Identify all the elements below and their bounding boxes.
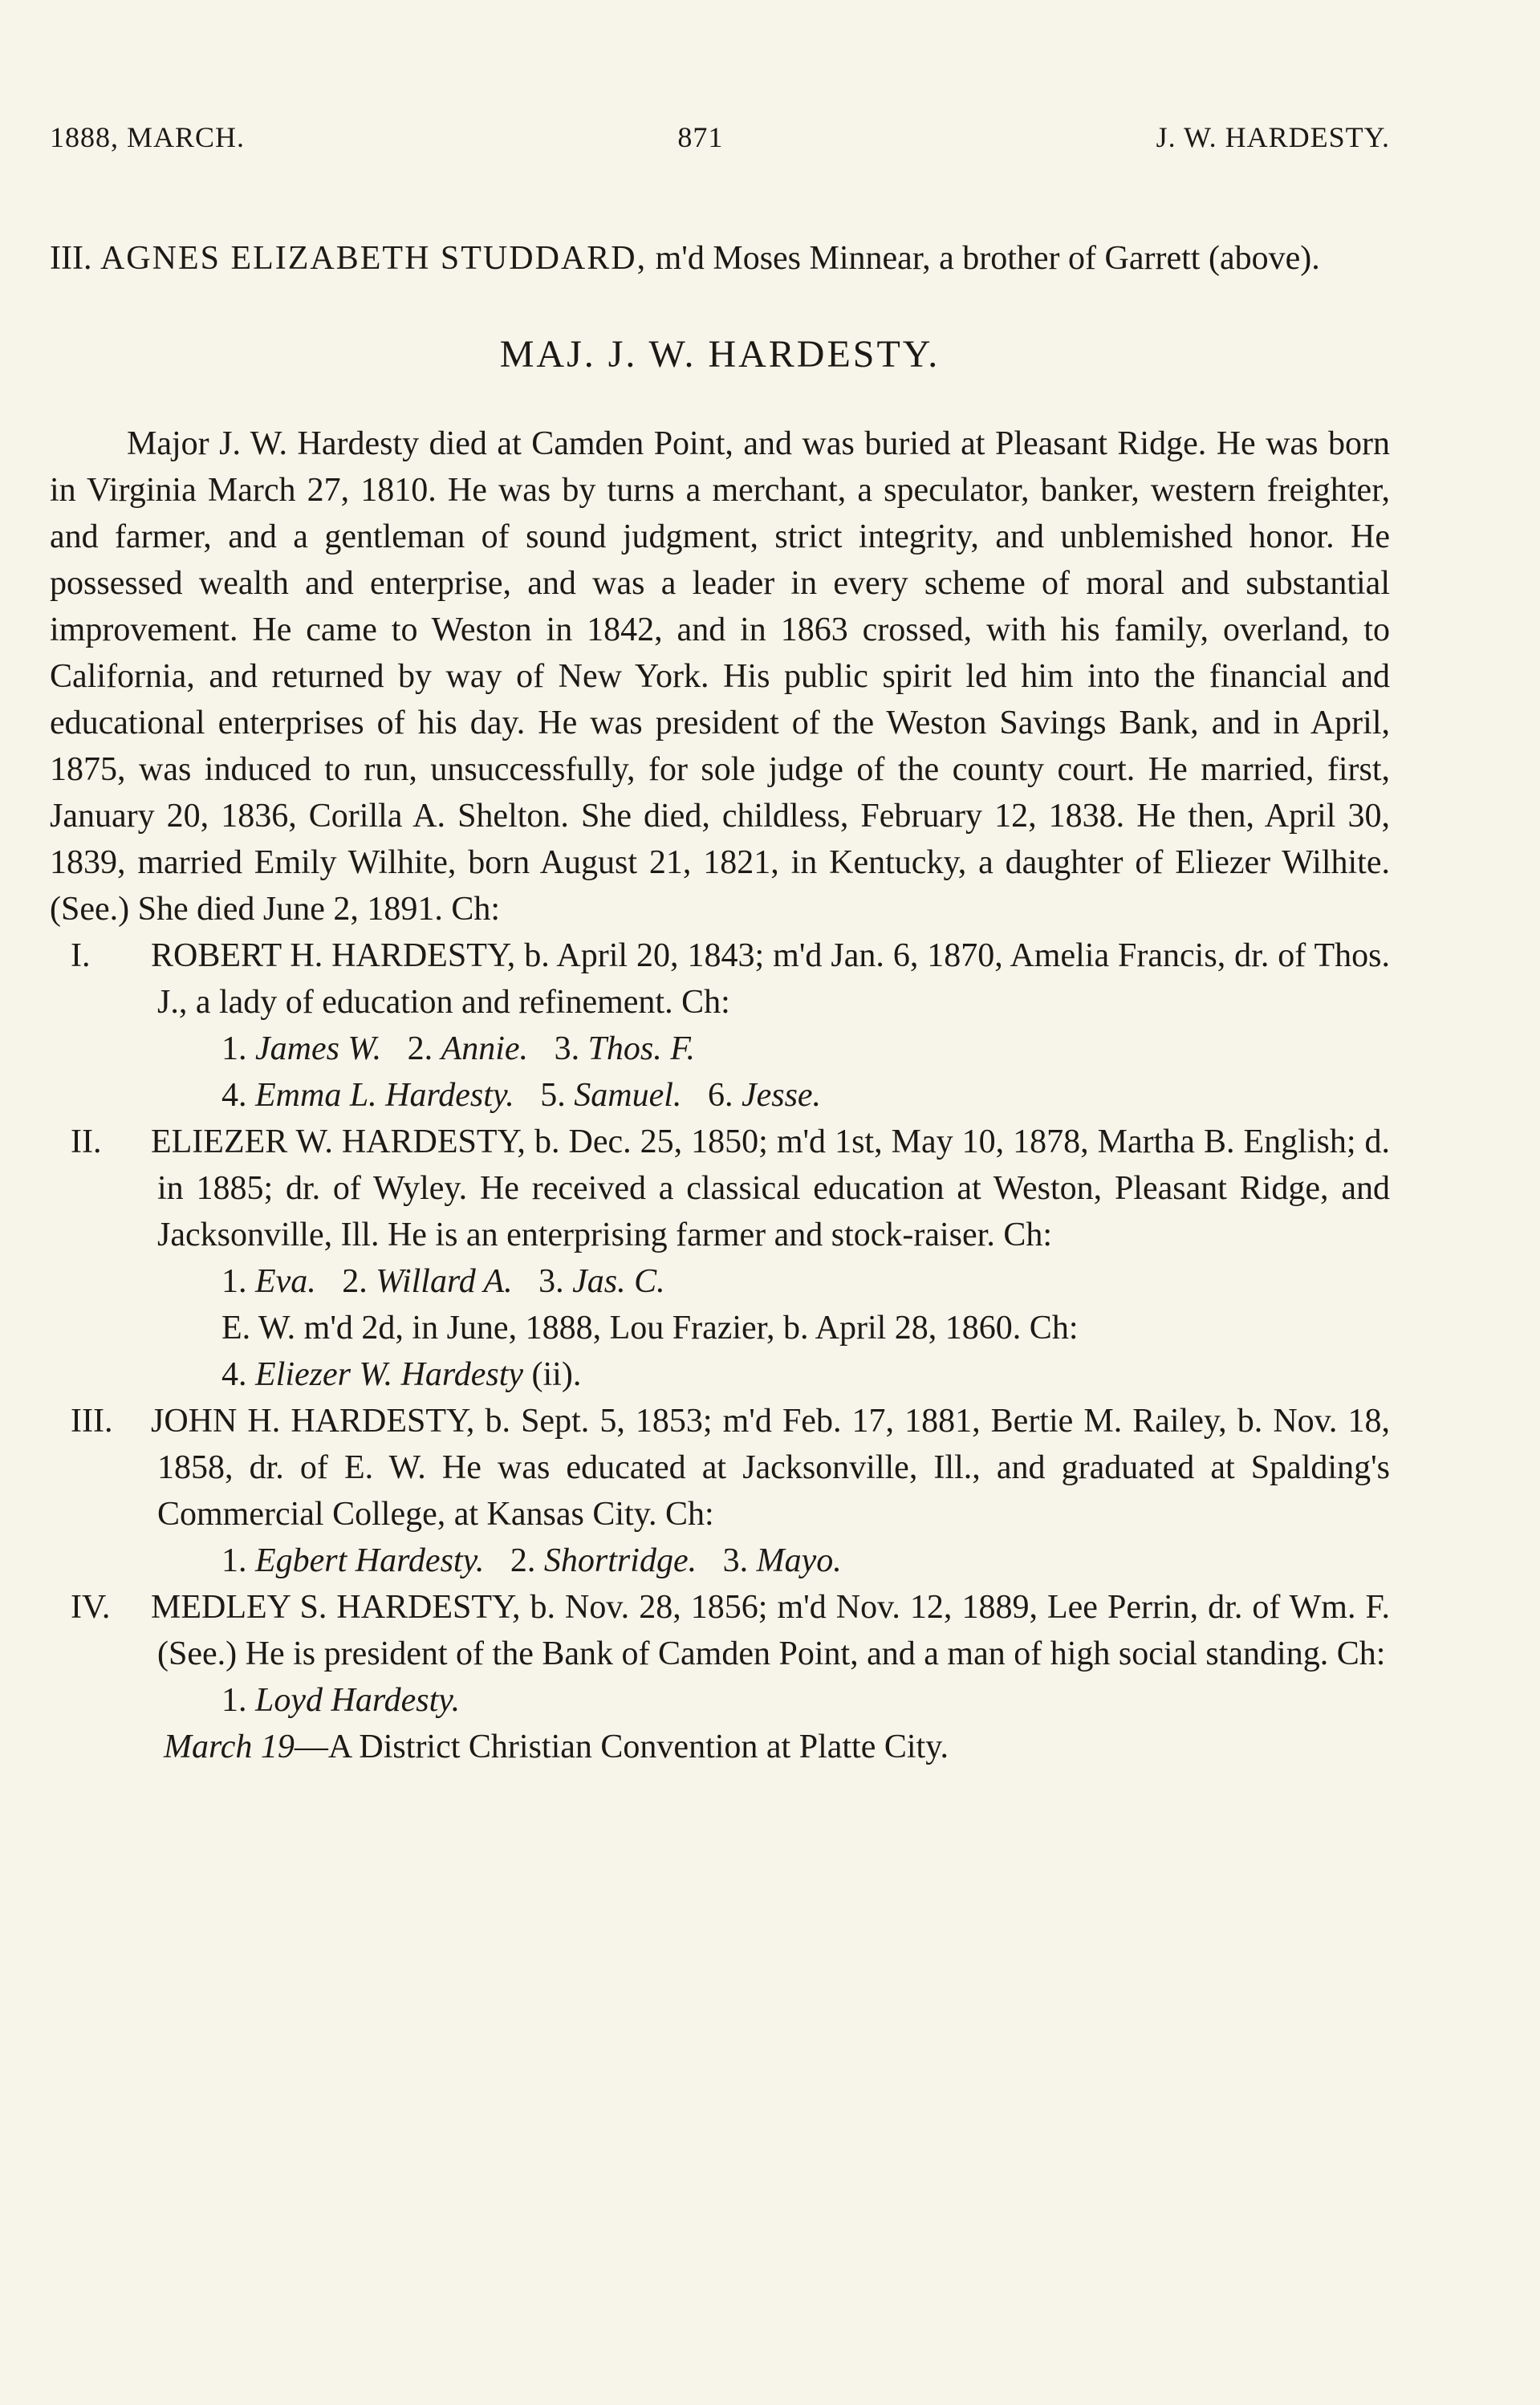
running-header — [50, 120, 1390, 169]
child-text: b. Dec. 25, 1850; m'd 1st, May 10, 1878, Martha B. English; d. in 1885; dr. of Wyley. He received a classical education at Weston, Pleasant Ridge, and Jacksonville, Ill. He is an enterprising farmer and stock-raiser. Ch: — [157, 1123, 1391, 1253]
grandchild-name: Eliezer W. Hardesty — [255, 1356, 524, 1393]
grandchild-number: 3. — [722, 1542, 749, 1579]
child-numeral: III. — [71, 1403, 113, 1440]
grandchildren-line — [50, 1026, 1390, 1072]
grandchild-number: 1. — [221, 1682, 247, 1719]
grandchild-number: 5. — [540, 1077, 566, 1114]
grandchildren-line — [50, 1351, 1390, 1398]
grandchild-number: 1. — [221, 1263, 247, 1300]
entry-agnes — [50, 234, 1390, 282]
child-name: JOHN H. HARDESTY, — [151, 1403, 475, 1440]
child-name: MEDLEY S. HARDESTY, — [151, 1589, 521, 1626]
header-title: J. W. HARDESTY. — [1156, 121, 1390, 153]
entry-name: AGNES ELIZABETH STUDDARD, — [100, 240, 648, 277]
child-entry-eliezer — [50, 1119, 1390, 1258]
grandchild-number: 2. — [342, 1263, 368, 1300]
child-numeral: II. — [71, 1123, 102, 1160]
grandchild-number: 1. — [221, 1030, 247, 1067]
entry-numeral: III. — [50, 240, 92, 277]
grandchild-name: Samuel. — [574, 1077, 682, 1114]
grandchild-name: James W. — [255, 1030, 382, 1067]
grandchild-name: Eva. — [255, 1263, 316, 1300]
grandchild-number: 2. — [407, 1030, 433, 1067]
grandchild-name: Jesse. — [741, 1077, 822, 1114]
child-name: ELIEZER W. HARDESTY, — [151, 1123, 526, 1160]
child-name: ROBERT H. HARDESTY, — [151, 937, 516, 974]
grandchild-name: Jas. C. — [572, 1263, 665, 1300]
grandchild-number: 4. — [221, 1356, 247, 1393]
page-number: 871 — [677, 121, 724, 153]
grandchild-number: 4. — [221, 1077, 247, 1114]
grandchild-name: Emma L. Hardesty. — [255, 1077, 514, 1114]
grandchild-number: 6. — [707, 1077, 733, 1114]
grandchild-number: 3. — [554, 1030, 580, 1067]
grandchild-suffix: (ii). — [531, 1356, 582, 1393]
child-entry-john — [50, 1398, 1390, 1538]
child-entry-robert — [50, 932, 1390, 1026]
child-text: b. Nov. 28, 1856; m'd Nov. 12, 1889, Lee Perrin, dr. of Wm. F. (See.) He is president of the Bank of Camden Point, and a man of high social standing. Ch: — [157, 1589, 1390, 1672]
grandchild-number: 3. — [538, 1263, 564, 1300]
grandchildren-line — [50, 1538, 1390, 1584]
book-page — [50, 120, 1390, 2351]
grandchild-name: Shortridge. — [543, 1542, 697, 1579]
calendar-note — [50, 1724, 1390, 1770]
section-title: MAJ. J. W. HARDESTY. — [499, 333, 941, 376]
child-numeral: I. — [71, 937, 91, 974]
grandchild-name: Thos. F. — [587, 1030, 696, 1067]
grandchild-name: Annie. — [441, 1030, 529, 1067]
grandchild-name: Willard A. — [376, 1263, 513, 1300]
calendar-text: —A District Christian Convention at Platte City. — [294, 1729, 949, 1765]
child-entry-medley — [50, 1584, 1390, 1677]
entry-text: m'd Moses Minnear, a brother of Garrett (above). — [655, 240, 1320, 277]
second-marriage-note: E. W. m'd 2d, in June, 1888, Lou Frazier, b. April 28, 1860. Ch: — [221, 1310, 1079, 1347]
grandchild-number: 2. — [510, 1542, 536, 1579]
header-date: 1888, MARCH. — [50, 121, 246, 153]
grandchild-name: Loyd Hardesty. — [255, 1682, 461, 1719]
grandchild-number: 1. — [221, 1542, 247, 1579]
child-numeral: IV. — [71, 1589, 111, 1626]
grandchildren-line — [50, 1677, 1390, 1724]
child-text: b. April 20, 1843; m'd Jan. 6, 1870, Amelia Francis, dr. of Thos. J., a lady of education and refinement. Ch: — [157, 937, 1391, 1021]
grandchildren-line — [50, 1072, 1390, 1119]
child-text: b. Sept. 5, 1853; m'd Feb. 17, 1881, Bertie M. Railey, b. Nov. 18, 1858, dr. of E. W. He was educated at Jacksonville, Ill., and graduated at Spalding's Commercial College, at Kansas City. Ch: — [157, 1403, 1391, 1533]
grandchild-name: Mayo. — [756, 1542, 842, 1579]
calendar-date: March 19 — [164, 1729, 295, 1765]
grandchild-name: Egbert Hardesty. — [255, 1542, 485, 1579]
biography-paragraph: Major J. W. Hardesty died at Camden Point, and was buried at Pleasant Ridge. He was born in Virginia March 27, 1810. He was by turns a merchant, a speculator, banker, western freighter, and farmer, and a gentleman of sound judgment, strict integrity, and unblemished honor. He possessed wealth and enterprise, and was a leader in every scheme of moral and substantial improvement. He came to Weston in 1842, and in 1863 crossed, with his family, overland, to California, and returned by way of New York. His public spirit led him into the financial and educational enterprises of his day. He was president of the Weston Savings Bank, and in April, 1875, was induced to run, unsuccessfully, for sole judge of the county court. He married, first, January 20, 1836, Corilla A. Shelton. She died, childless, February 12, 1838. He then, April 30, 1839, married Emily Wilhite, born August 21, 1821, in Kentucky, a daughter of Eliezer Wilhite. (See.) She died June 2, 1891. Ch: — [50, 425, 1390, 928]
grandchildren-line — [50, 1258, 1390, 1305]
